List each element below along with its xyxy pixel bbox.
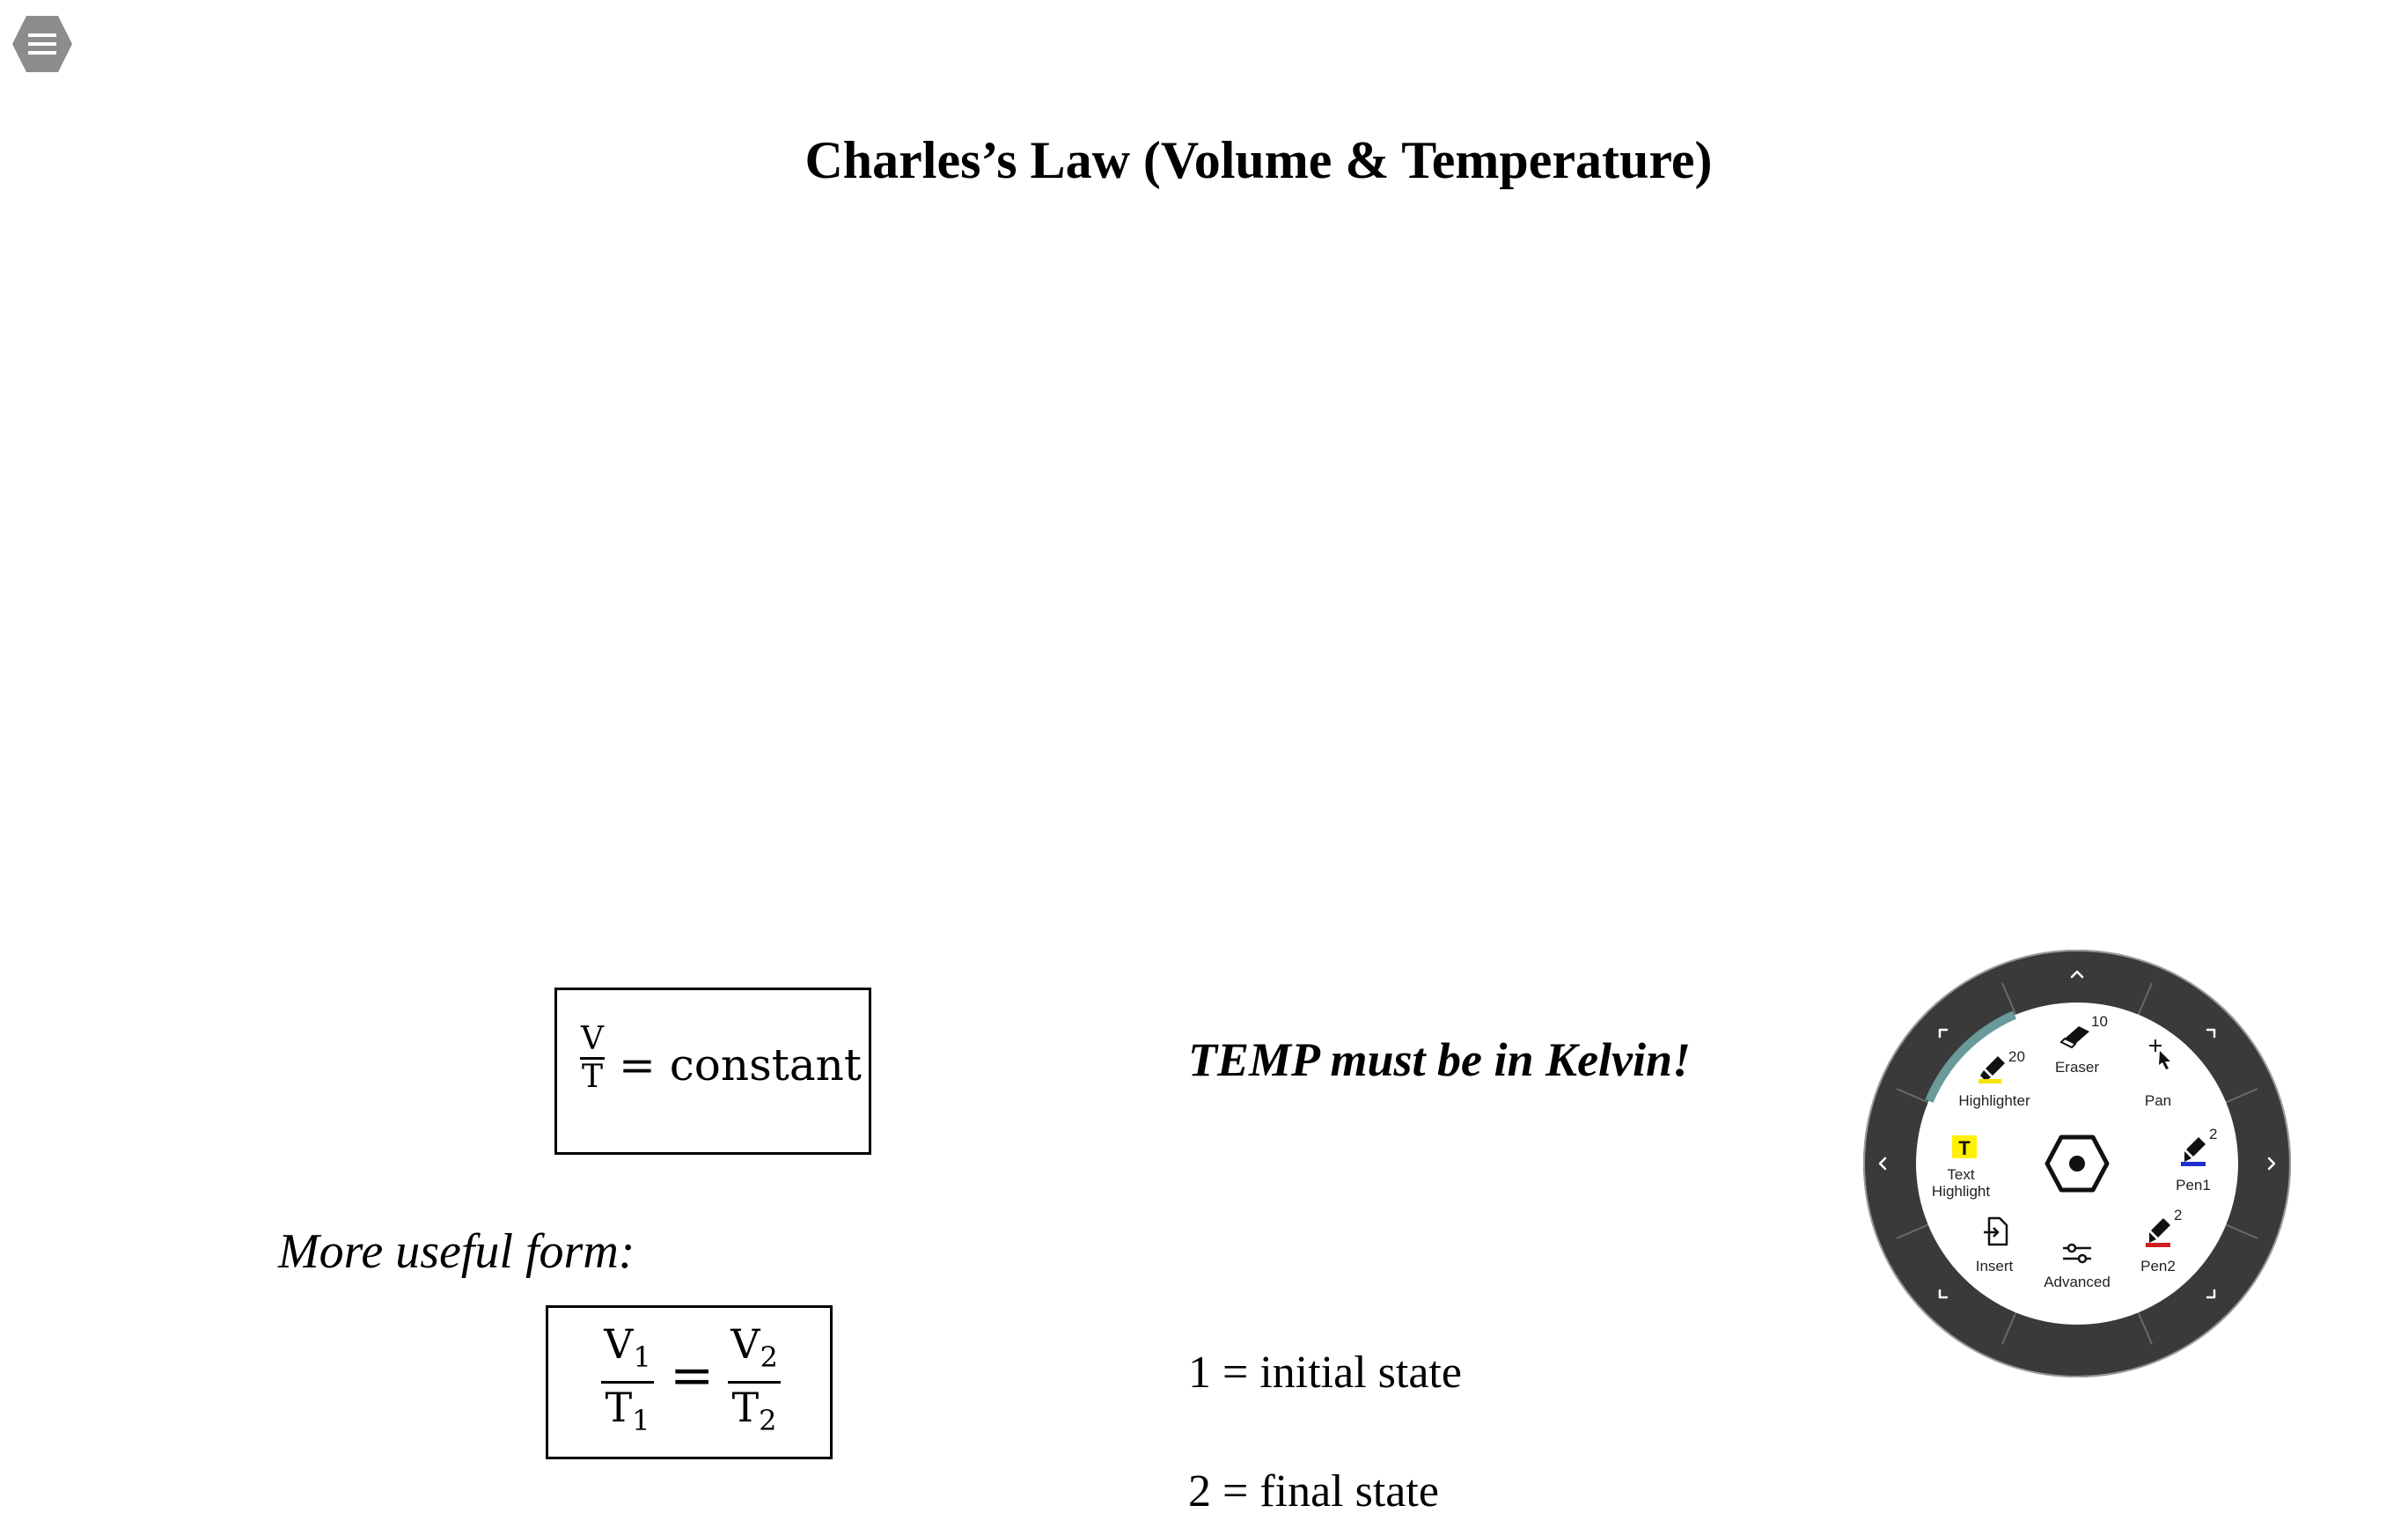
text-highlight-icon: T	[1958, 1137, 1971, 1159]
equation-box-charles	[546, 1305, 833, 1459]
t1-subscript: 1	[632, 1404, 650, 1438]
eq1-denominator: T	[581, 1059, 603, 1095]
insert-label: Insert	[1975, 1258, 2014, 1274]
initial-state-note: 1 = initial state	[1188, 1348, 1462, 1398]
pen2-label: Pen2	[2140, 1258, 2176, 1274]
advanced-label: Advanced	[2044, 1274, 2111, 1290]
pen1-label: Pen1	[2176, 1177, 2211, 1193]
equals-sign: =	[670, 1345, 715, 1406]
hamburger-icon	[11, 12, 74, 76]
highlighter-label: Highlighter	[1958, 1092, 2030, 1109]
kelvin-note: TEMP must be in Kelvin!	[1188, 1033, 1692, 1086]
fraction-v-over-t	[580, 1022, 605, 1095]
pen2-size: 2	[2174, 1207, 2183, 1223]
eq1-rhs: = constant	[619, 1039, 862, 1091]
main-menu-button[interactable]	[11, 12, 74, 76]
fraction-v2-over-t2	[728, 1320, 781, 1444]
final-state-note: 2 = final state	[1188, 1466, 1439, 1517]
v1-symbol: V	[604, 1320, 634, 1368]
t2-subscript: 2	[759, 1404, 777, 1438]
v1-subscript: 1	[633, 1340, 651, 1375]
text-highlight-label-line1: Text	[1947, 1166, 1975, 1183]
eraser-size: 10	[2091, 1013, 2108, 1030]
slide-title: Charles’s Law (Volume & Temperature)	[804, 131, 1713, 189]
equation-box-constant	[554, 988, 871, 1155]
v2-subscript: 2	[760, 1340, 778, 1375]
t2-symbol: T	[731, 1384, 760, 1432]
fraction-v1-over-t1	[601, 1320, 654, 1444]
center-dot-icon	[2069, 1156, 2085, 1171]
v2-symbol: V	[730, 1320, 760, 1368]
eq1-numerator: V	[581, 1021, 604, 1057]
pen1-size: 2	[2209, 1126, 2218, 1142]
highlighter-size: 20	[2008, 1048, 2025, 1065]
eraser-label: Eraser	[2054, 1059, 2100, 1076]
text-highlight-label-line2: Highlight	[1931, 1183, 1991, 1200]
radial-tool-menu[interactable]	[1861, 947, 2294, 1380]
t1-symbol: T	[605, 1384, 633, 1432]
pan-label: Pan	[2144, 1092, 2172, 1109]
useful-form-label: More useful form:	[278, 1224, 635, 1279]
